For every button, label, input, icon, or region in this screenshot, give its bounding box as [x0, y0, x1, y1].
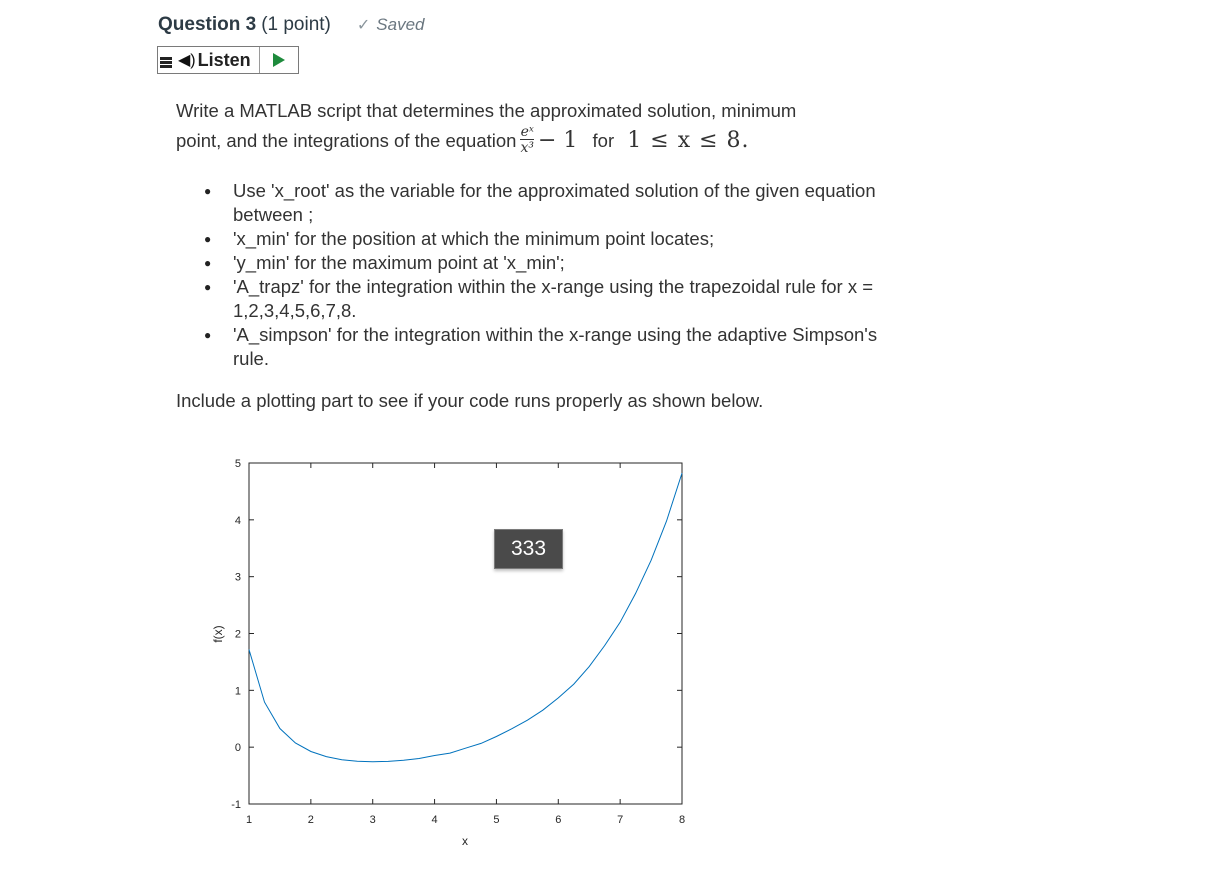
question-points: (1 point)	[261, 14, 331, 35]
x-tick-label: 3	[369, 814, 376, 826]
equation-numerator: eˣ	[520, 124, 534, 141]
list-item: ● 'A_simpson' for the integration within the x-range using the adaptive Simpson's rule.	[204, 323, 894, 371]
intro-line-1: Write a MATLAB script that determines the approximated solution, minimum	[176, 100, 797, 121]
equation-denominator: x³	[520, 140, 534, 157]
list-item: ● Use 'x_root' as the variable for the approximated solution of the given equation between ;	[204, 179, 894, 227]
y-tick-label: 0	[234, 742, 241, 755]
x-tick-label: 8	[678, 814, 686, 826]
list-item: ● 'y_min' for the maximum point at 'x_min';	[204, 251, 894, 275]
y-tick-label: 2	[234, 628, 241, 641]
x-tick-label: 5	[493, 814, 500, 826]
plot-instruction: Include a plotting part to see if your code runs properly as shown below.	[176, 390, 764, 411]
saved-label: Saved	[376, 15, 425, 34]
y-tick-label: 1	[234, 685, 241, 698]
x-axis-label: x	[462, 834, 468, 848]
y-tick-label: 4	[234, 514, 241, 527]
equation-range: 1 ≤ x ≤ 8.	[627, 128, 750, 153]
y-tick-label: 5	[234, 458, 241, 470]
y-tick-label: 3	[234, 571, 241, 584]
x-tick-label: 7	[617, 814, 624, 826]
speaker-icon: ◀)	[178, 52, 196, 69]
for-word: for	[592, 130, 615, 151]
y-tick-label: -1	[231, 799, 241, 811]
y-axis-label: f(x)	[211, 625, 225, 643]
list-item: ● 'x_min' for the position at which the minimum point locates;	[204, 227, 894, 251]
tooltip: 333	[494, 529, 563, 569]
x-tick-label: 4	[431, 814, 438, 826]
checkmark-icon: ✓	[356, 17, 371, 34]
x-tick-label: 1	[245, 814, 253, 826]
intro-line-2-prefix: point, and the integrations of the equation	[176, 130, 517, 151]
equation-rest: − 1	[537, 128, 578, 153]
x-tick-label: 6	[555, 814, 562, 826]
listen-label: Listen	[197, 49, 251, 70]
list-item: ● 'A_trapz' for the integration within the x-range using the trapezoidal rule for x = 1,2,3,4,5,6,7,8.	[204, 275, 894, 323]
question-number: Question 3	[158, 14, 257, 35]
x-tick-label: 2	[307, 814, 314, 826]
